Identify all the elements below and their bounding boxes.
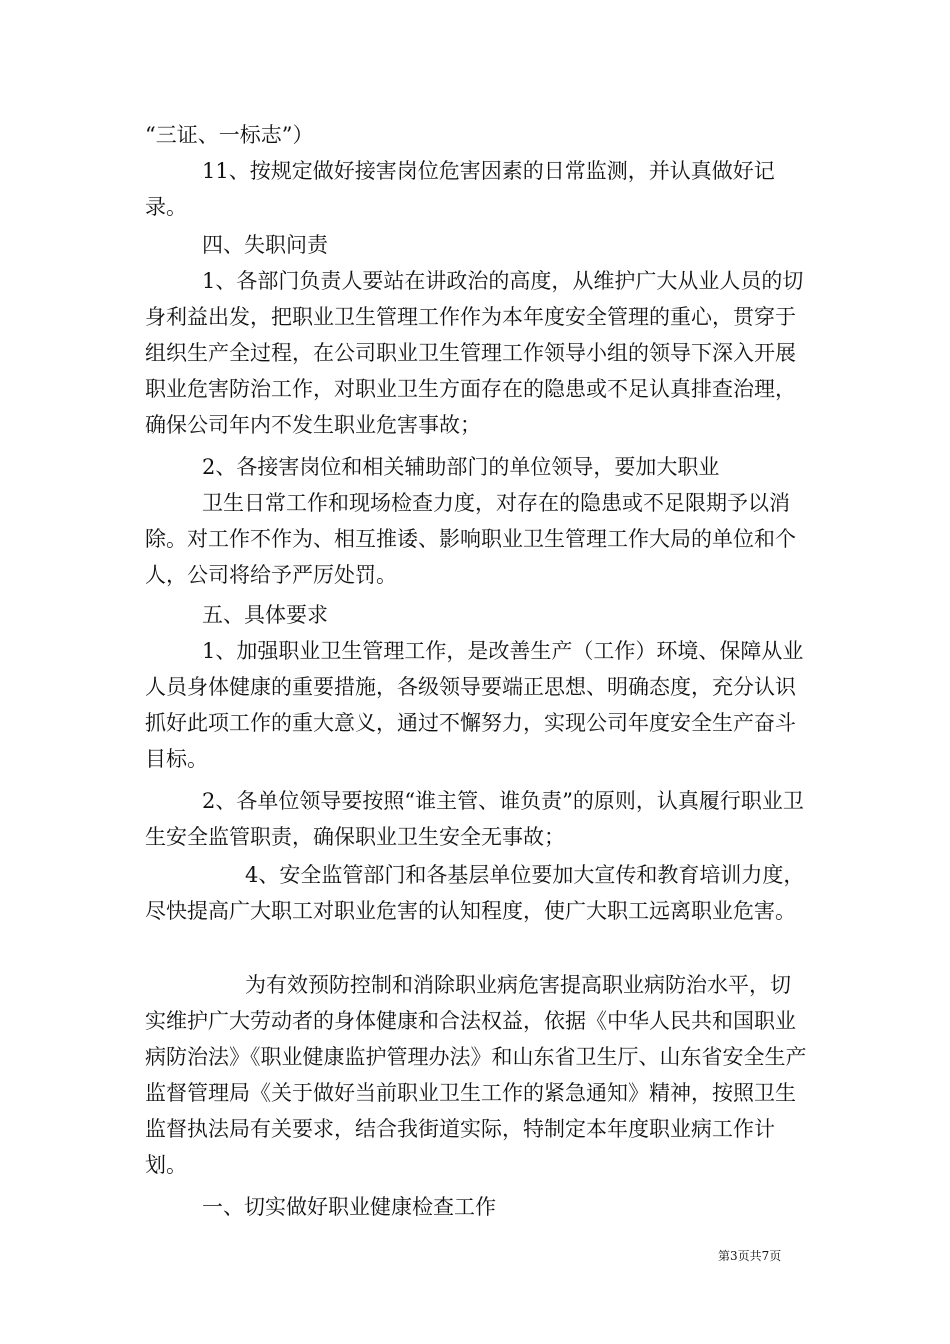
paragraph-p9: 2、各单位领导要按照“谁主管、谁负责”的原则，认真履行职业卫生安全监管职责，确保职业卫生安全无事故； <box>145 789 804 849</box>
paragraph-p2: 11、按规定做好接害岗位危害因素的日常监测，并认真做好记录。 <box>145 159 775 219</box>
paragraph-p6: 卫生日常工作和现场检查力度，对存在的隐患或不足限期予以消除。对工作不作为、相互推诿、影响职业卫生管理工作大局的单位和个人，公司将给予严厉处罚。 <box>145 491 796 587</box>
paragraph-p11: 为有效预防控制和消除职业病危害提高职业病防治水平，切实维护广大劳动者的身体健康和合法权益，依据《中华人民共和国职业病防治法》《职业健康监护管理办法》和山东省卫生厅、山东省安全生产监督管理局《关于做好当前职业卫生工作的紧急通知》精神，按照卫生监督执法局有关要求，结合我街道实际，特制定本年度职业病工作计划。 <box>145 973 807 1177</box>
paragraph-p10: 4、安全监管部门和各基层单位要加大宣传和教育培训力度，尽快提高广大职工对职业危害的认知程度，使广大职工远离职业危害。 <box>145 863 805 923</box>
page-indicator: 第3页共7页 <box>718 1249 782 1263</box>
paragraph-p4: 1、各部门负责人要站在讲政治的高度，从维护广大从业人员的切身利益出发，把职业卫生管理工作作为本年度安全管理的重心，贯穿于组织生产全过程，在公司职业卫生管理工作领导小组的领导下深入开展职业危害防治工作，对职业卫生方面存在的隐患或不足认真排查治理，确保公司年内不发生职业危害事故； <box>145 269 804 437</box>
section-heading-4: 四、失职问责 <box>202 233 328 257</box>
paragraph-p1: “三证、一标志”） <box>145 123 314 147</box>
section-heading-1: 一、切实做好职业健康检查工作 <box>202 1195 496 1219</box>
paragraph-p5: 2、各接害岗位和相关辅助部门的单位领导，要加大职业 <box>202 455 720 479</box>
paragraph-p8: 1、加强职业卫生管理工作，是改善生产（工作）环境、保障从业人员身体健康的重要措施，各级领导要端正思想、明确态度，充分认识抓好此项工作的重大意义，通过不懈努力，实现公司年度安全生产奋斗目标。 <box>145 639 804 771</box>
section-heading-5: 五、具体要求 <box>202 603 328 627</box>
